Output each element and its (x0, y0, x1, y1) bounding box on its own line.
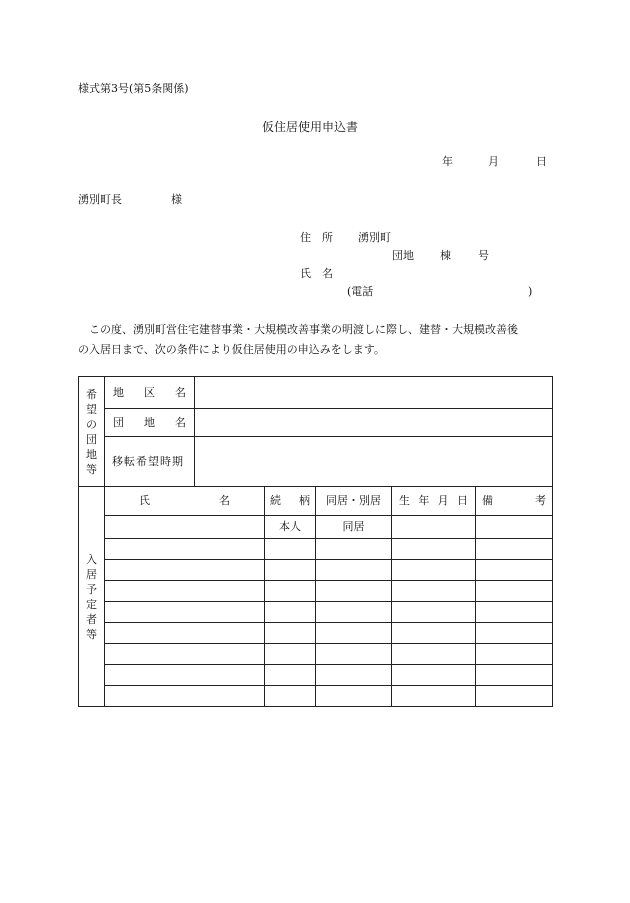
desired-danchi-label: 希 望 の 団 地 等 (79, 377, 105, 487)
danchi-name-field[interactable] (195, 409, 553, 437)
header-name: 氏 名 (105, 487, 265, 516)
table-row (79, 644, 553, 665)
name-label: 氏 名 (300, 267, 333, 280)
resident-name-cell[interactable] (105, 516, 265, 539)
birthdate-cell[interactable] (392, 665, 476, 686)
district-name-label: 地 区 名 (105, 377, 195, 409)
relation-cell[interactable] (265, 623, 316, 644)
birthdate-cell[interactable] (392, 686, 476, 707)
relation-cell[interactable] (265, 560, 316, 581)
header-cohabit: 同居・別居 (316, 487, 392, 516)
cohabit-cell[interactable] (316, 539, 392, 560)
remarks-cell[interactable] (476, 560, 553, 581)
table-row (79, 516, 553, 539)
move-period-field[interactable] (195, 437, 553, 487)
remarks-cell[interactable] (476, 686, 553, 707)
table-row (79, 686, 553, 707)
phone-close: ) (528, 285, 533, 298)
statement-line-2: の入居日まで、次の条件により仮住居使用の申込みをします。 (78, 343, 385, 356)
birthdate-cell[interactable] (392, 623, 476, 644)
remarks-cell[interactable] (476, 644, 553, 665)
district-name-field[interactable] (195, 377, 553, 409)
header-relation: 続 柄 (265, 487, 316, 516)
resident-name-cell[interactable] (105, 602, 265, 623)
cohabit-cell[interactable] (316, 581, 392, 602)
form-number: 様式第3号(第5条関係) (78, 82, 189, 95)
cohabit-cell[interactable] (316, 644, 392, 665)
remarks-cell[interactable] (476, 516, 553, 539)
table-row (79, 602, 553, 623)
header-remarks: 備 考 (476, 487, 553, 516)
relation-cell[interactable] (265, 644, 316, 665)
date-month-label: 月 (488, 155, 499, 168)
table-row (79, 560, 553, 581)
cohabit-cell[interactable] (316, 623, 392, 644)
resident-name-cell[interactable] (105, 665, 265, 686)
resident-name-cell[interactable] (105, 539, 265, 560)
remarks-cell[interactable] (476, 602, 553, 623)
table-row (79, 581, 553, 602)
resident-name-cell[interactable] (105, 581, 265, 602)
resident-name-cell[interactable] (105, 560, 265, 581)
cohabit-cell[interactable] (316, 560, 392, 581)
danchi-label: 団地 (392, 249, 414, 262)
remarks-cell[interactable] (476, 539, 553, 560)
birthdate-cell[interactable] (392, 539, 476, 560)
birthdate-cell[interactable] (392, 581, 476, 602)
address-label: 住 所 (300, 231, 333, 244)
birthdate-cell[interactable] (392, 560, 476, 581)
table-row (79, 623, 553, 644)
date-year-label: 年 (442, 155, 453, 168)
resident-name-cell[interactable] (105, 644, 265, 665)
relation-cell[interactable] (265, 539, 316, 560)
address-value: 湧別町 (358, 231, 391, 244)
remarks-cell[interactable] (476, 581, 553, 602)
remarks-cell[interactable] (476, 623, 553, 644)
application-form-table (78, 376, 553, 707)
relation-cell[interactable]: 本人 (265, 516, 316, 539)
resident-name-cell[interactable] (105, 686, 265, 707)
recipient-name: 湧別町長 (78, 193, 122, 206)
table-row (79, 539, 553, 560)
relation-cell[interactable] (265, 665, 316, 686)
danchi-name-label: 団 地 名 (105, 409, 195, 437)
number-label: 号 (478, 249, 489, 262)
birthdate-cell[interactable] (392, 644, 476, 665)
header-birthdate: 生 年 月 日 (392, 487, 476, 516)
relation-cell[interactable] (265, 686, 316, 707)
planned-residents-label: 入 居 予 定 者 等 (79, 487, 105, 707)
move-period-label: 移転希望時期 (105, 437, 195, 487)
statement-line-1: この度、湧別町営住宅建替事業・大規模改善事業の明渡しに際し、建替・大規模改善後 (89, 323, 518, 336)
table-row (79, 665, 553, 686)
page-title: 仮住居使用申込書 (262, 120, 359, 134)
recipient-suffix: 様 (171, 193, 182, 206)
remarks-cell[interactable] (476, 665, 553, 686)
relation-cell[interactable] (265, 602, 316, 623)
relation-cell[interactable] (265, 581, 316, 602)
cohabit-cell[interactable] (316, 686, 392, 707)
birthdate-cell[interactable] (392, 602, 476, 623)
building-label: 棟 (440, 249, 451, 262)
cohabit-cell[interactable] (316, 665, 392, 686)
cohabit-cell[interactable] (316, 602, 392, 623)
cohabit-cell[interactable]: 同居 (316, 516, 392, 539)
date-day-label: 日 (536, 155, 547, 168)
phone-label: (電話 (347, 285, 374, 298)
resident-name-cell[interactable] (105, 623, 265, 644)
birthdate-cell[interactable] (392, 516, 476, 539)
application-statement (78, 320, 558, 360)
